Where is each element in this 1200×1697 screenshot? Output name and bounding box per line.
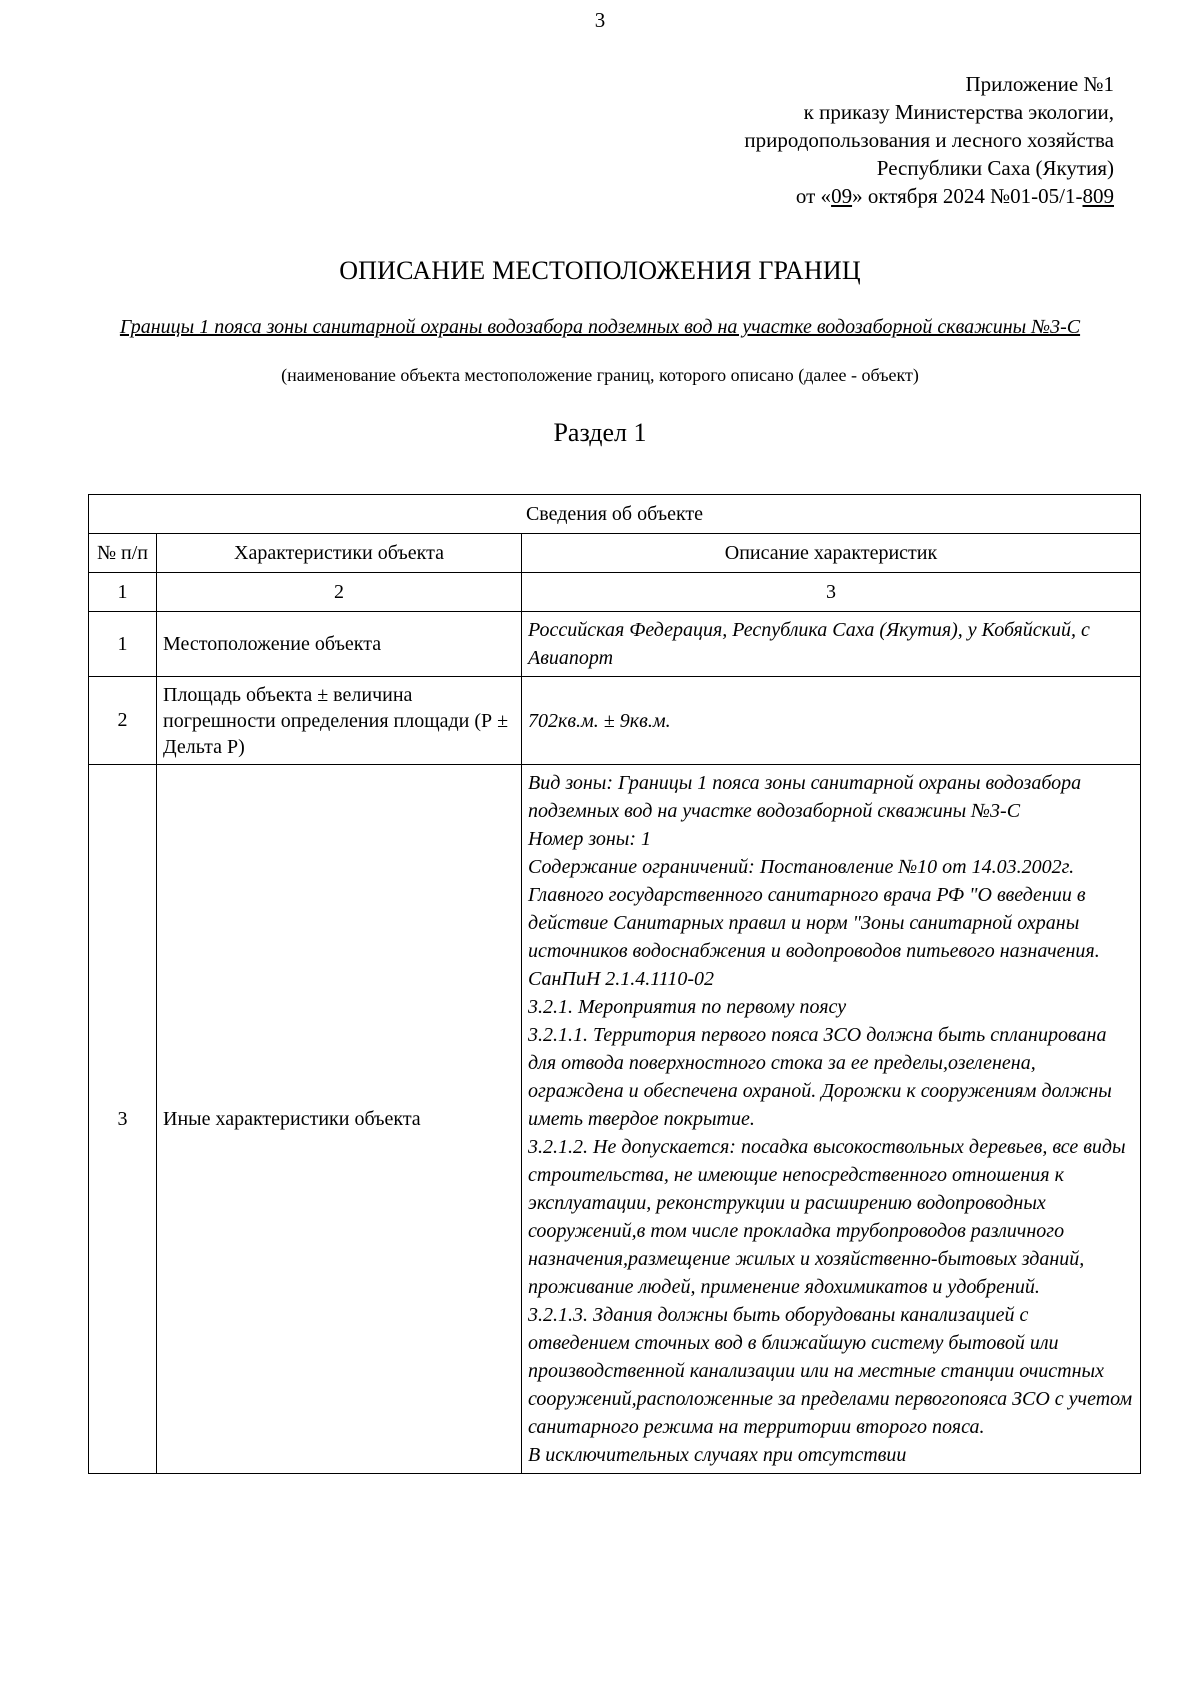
row-characteristic bbox=[157, 765, 522, 1474]
date-prefix: от « bbox=[795, 184, 832, 208]
header-num: № п/п bbox=[89, 534, 157, 573]
appendix-line-3: природопользования и лесного хозяйства bbox=[744, 128, 1114, 152]
row-description bbox=[522, 765, 1141, 1474]
column-number: 1 bbox=[89, 573, 157, 612]
table-row bbox=[89, 765, 1141, 1474]
section-title: Раздел 1 bbox=[553, 418, 647, 447]
order-number: 809 bbox=[1082, 184, 1114, 208]
row-description-text bbox=[522, 765, 1140, 1473]
header-description: Описание характеристик bbox=[522, 534, 1141, 573]
row-number: 2 bbox=[89, 677, 157, 765]
table-row bbox=[89, 612, 1141, 677]
description-paragraph: 3.2.1. Мероприятия по первому поясу bbox=[528, 996, 847, 1018]
column-number: 3 bbox=[522, 573, 1141, 612]
description-paragraph: Вид зоны: Границы 1 пояса зоны санитарной охраны водозабора подземных вод на участке водозаборной скважины №3-С bbox=[528, 772, 1082, 822]
description-paragraph: 3.2.1.2. Не допускается: посадка высокоствольных деревьев, все виды строительства, не имеющие непосредственного отношения к эксплуатации, реконструкции и расширению водопроводных сооружений,в том числе прокладка трубопроводов различного назначения,размещение жилых и хозяйственно-бытовых зданий, проживание людей, применение ядохимикатов и удобрений. bbox=[528, 1136, 1126, 1298]
appendix-line-1: Приложение №1 bbox=[965, 72, 1114, 96]
description-paragraph: 3.2.1.3. Здания должны быть оборудованы канализацией с отведением сточных вод в ближайшую систему бытовой или производственной канализации или на местные станции очистных сооружений,расположенные за пределами первогопояса ЗСО с учетом санитарного режима на территории второго пояса. bbox=[528, 1304, 1133, 1438]
row-description-text: 702кв.м. ± 9кв.м. bbox=[528, 709, 671, 732]
table-header-row bbox=[89, 534, 1141, 573]
page-number: 3 bbox=[594, 8, 606, 32]
object-name-note: (наименование объекта местоположение границ, которого описано (далее - объект) bbox=[281, 365, 919, 385]
row-number-text: 3 bbox=[117, 1108, 128, 1130]
row-characteristic bbox=[157, 677, 522, 765]
description-paragraph: Содержание ограничений: Постановление №10 от 14.03.2002г. Главного государственного санитарного врача РФ "О введении в действие Санитарных правил и норм "Зоны санитарной охраны источников водоснабжения и водопроводов питьевого назначения. СанПиН 2.1.4.1110-02 bbox=[528, 856, 1100, 990]
description-paragraph: Номер зоны: 1 bbox=[528, 828, 651, 850]
column-number-row bbox=[89, 573, 1141, 612]
object-name: Границы 1 пояса зоны санитарной охраны водозабора подземных вод на участке водозаборной скважины №3-С bbox=[119, 316, 1081, 338]
document-title: ОПИСАНИЕ МЕСТОПОЛОЖЕНИЯ ГРАНИЦ bbox=[339, 256, 861, 285]
row-characteristic-text: Площадь объекта ± величина погрешности определения площади (Р ± Дельта Р) bbox=[163, 683, 509, 758]
row-characteristic-text: Местоположение объекта bbox=[163, 633, 382, 655]
row-characteristic-text: Иные характеристики объекта bbox=[163, 1108, 421, 1130]
table-caption: Сведения об объекте bbox=[89, 495, 1141, 534]
row-number: 1 bbox=[89, 612, 157, 677]
description-paragraph: В исключительных случаях при отсутствии bbox=[528, 1444, 907, 1466]
table-row bbox=[89, 677, 1141, 765]
date-middle: » октября 2024 №01-05/1- bbox=[852, 184, 1083, 208]
row-characteristic bbox=[157, 612, 522, 677]
row-number bbox=[89, 765, 157, 1474]
row-description bbox=[522, 612, 1141, 677]
row-description bbox=[522, 677, 1141, 765]
object-info-table bbox=[88, 494, 1141, 1474]
appendix-line-4: Республики Саха (Якутия) bbox=[876, 156, 1114, 180]
column-number: 2 bbox=[157, 573, 522, 612]
appendix-block bbox=[744, 70, 1114, 210]
date-day: 09 bbox=[831, 184, 853, 208]
appendix-line-2: к приказу Министерства экологии, bbox=[803, 100, 1114, 124]
header-characteristic: Характеристики объекта bbox=[157, 534, 522, 573]
table-caption-row bbox=[89, 495, 1141, 534]
appendix-order-date bbox=[744, 182, 1114, 210]
row-description-text: Российская Федерация, Республика Саха (Якутия), у Кобяйский, с Авиапорт bbox=[528, 619, 1090, 669]
description-paragraph: 3.2.1.1. Территория первого пояса ЗСО должна быть спланирована для отвода поверхностного стока за ее пределы,озеленена, ограждена и обеспечена охраной. Дорожки к сооружениям должны иметь твердое покрытие. bbox=[528, 1024, 1112, 1130]
